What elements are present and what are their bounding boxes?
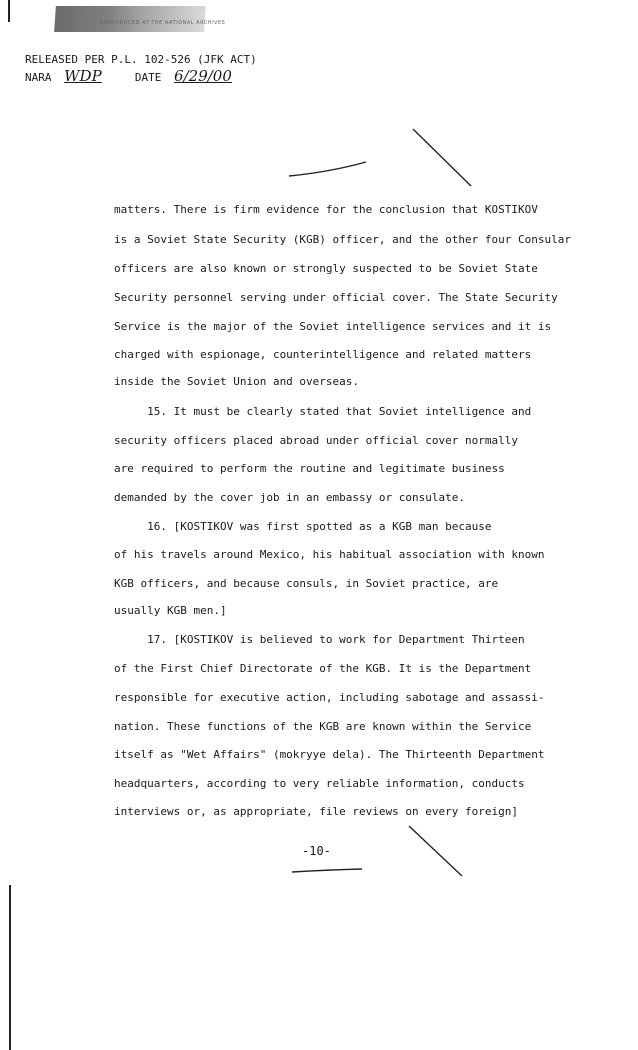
body-line: interviews or, as appropriate, file reviews on every foreign] xyxy=(114,805,518,818)
body-line: demanded by the cover job in an embassy or consulate. xyxy=(114,491,465,504)
body-line: 15. It must be clearly stated that Soviet intelligence and xyxy=(114,405,532,418)
nara-label: NARA xyxy=(25,71,52,84)
release-date: 6/29/00 xyxy=(174,67,232,85)
body-line: headquarters, according to very reliable information, conducts xyxy=(114,777,525,790)
body-line: security officers placed abroad under official cover normally xyxy=(114,434,518,447)
body-line: responsible for executive action, including sabotage and assassi- xyxy=(114,691,545,704)
hand-stroke-bottom-right xyxy=(409,826,462,876)
body-line: Service is the major of the Soviet intelligence services and it is xyxy=(114,320,552,333)
nara-initials: WDP xyxy=(64,67,102,85)
date-label: DATE xyxy=(134,71,162,84)
body-line: usually KGB men.] xyxy=(114,604,227,617)
body-line: charged with espionage, counterintelligence and related matters xyxy=(114,348,532,361)
body-line: officers are also known or strongly suspected to be Soviet State xyxy=(114,262,538,275)
body-line: are required to perform the routine and legitimate business xyxy=(114,462,505,475)
body-line: KGB officers, and because consuls, in Soviet practice, are xyxy=(114,577,499,590)
body-line: 16. [KOSTIKOV was first spotted as a KGB man because xyxy=(114,520,492,533)
body-line: is a Soviet State Security (KGB) officer, and the other four Consular xyxy=(114,233,571,246)
body-line: of the First Chief Directorate of the KGB. It is the Department xyxy=(114,662,532,675)
body-line: nation. These functions of the KGB are known within the Service xyxy=(114,720,532,733)
body-line: itself as "Wet Affairs" (mokryye dela). The Thirteenth Department xyxy=(114,748,545,761)
archive-stamp-text: REPRODUCED AT THE NATIONAL ARCHIVES xyxy=(100,20,226,26)
release-line: RELEASED PER P.L. 102-526 (JFK ACT) xyxy=(25,53,257,66)
body-line: 17. [KOSTIKOV is believed to work for Department Thirteen xyxy=(114,633,525,646)
hand-stroke-top-left xyxy=(289,162,366,176)
body-line: matters. There is firm evidence for the conclusion that KOSTIKOV xyxy=(114,203,538,216)
hand-stroke-top-right xyxy=(413,129,471,186)
body-line: Security personnel serving under official cover. The State Security xyxy=(114,291,558,304)
body-line: inside the Soviet Union and overseas. xyxy=(114,375,360,388)
body-line: of his travels around Mexico, his habitual association with known xyxy=(114,548,545,561)
page-number: -10- xyxy=(302,844,331,858)
hand-stroke-bottom-left xyxy=(292,869,362,872)
